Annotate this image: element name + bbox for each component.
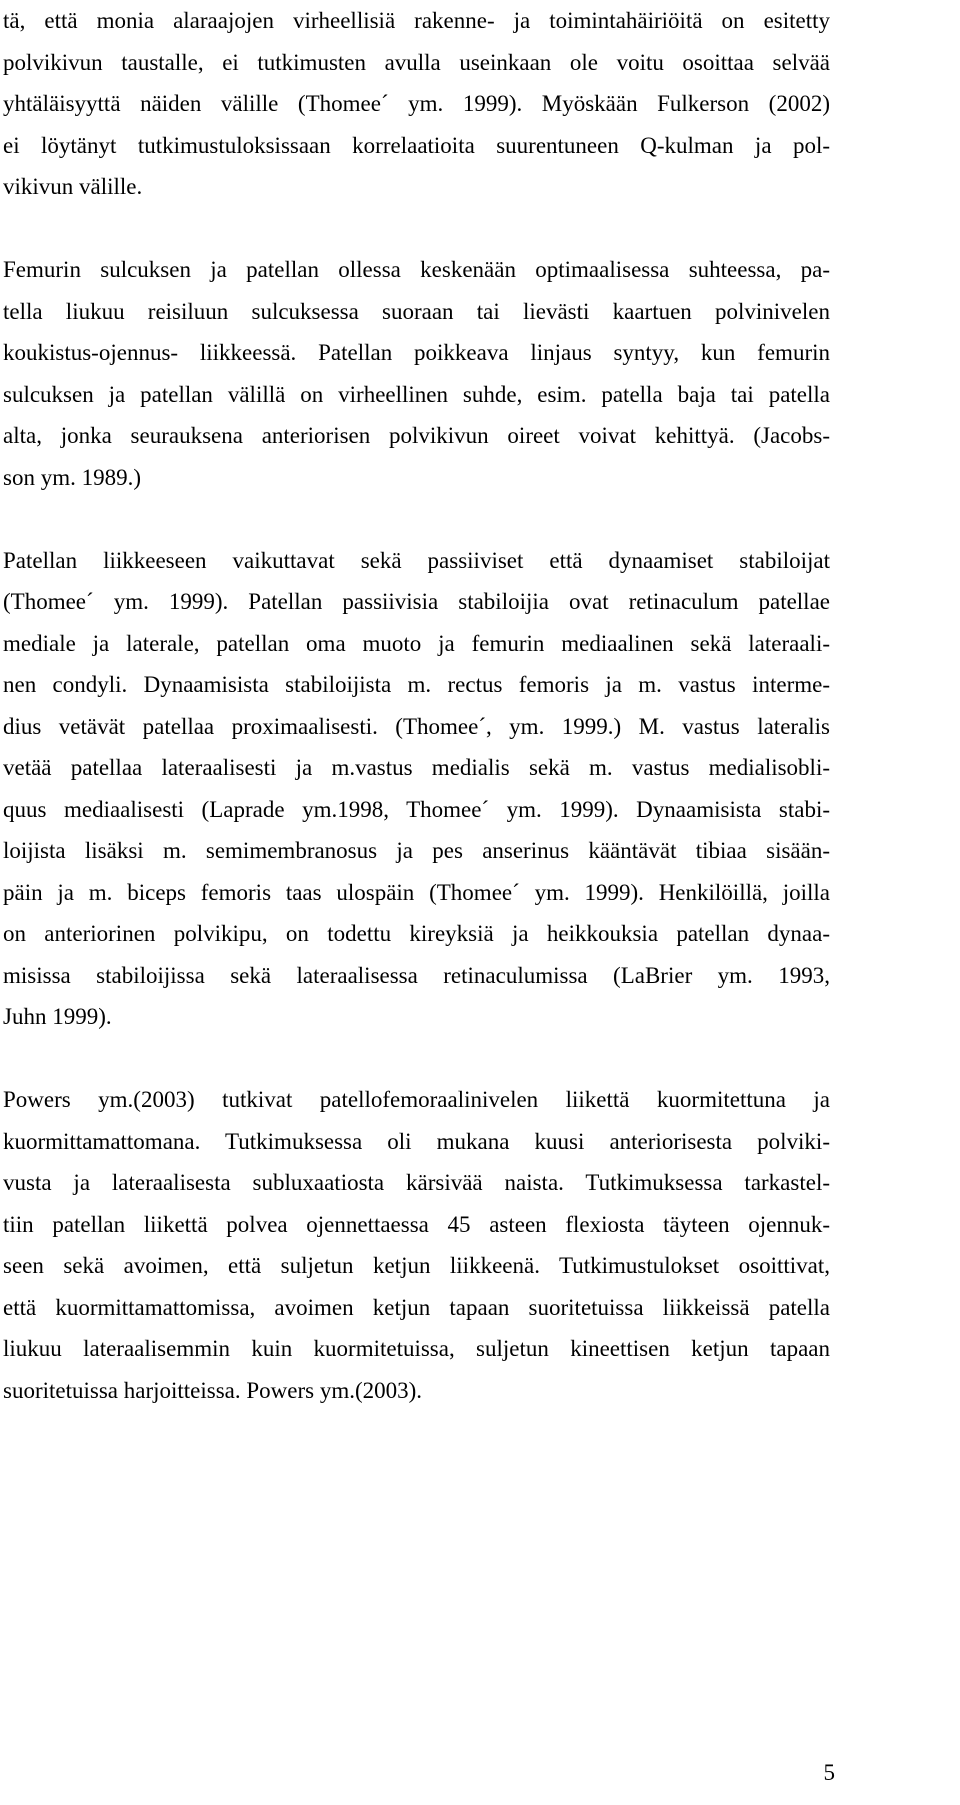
text-line: koukistus-ojennus- liikkeessä. Patellan poikkeava linjaus syntyy, kun femurin [3,340,830,365]
paragraph-spacer [3,498,830,540]
text-line: että kuormittamattomissa, avoimen ketjun tapaan suoritetuissa liikkeissä patella [3,1294,830,1320]
text-line: tä, että monia alaraajojen virheellisiä rakenne- ja toimintahäiriöitä on esitetty [3,8,830,33]
text-line: alta, jonka seurauksena anteriorisen polvikivun oireet voivat kehittyä. (Jacobs- [3,423,830,448]
paragraph-4 [3,1079,830,1411]
paragraph-1 [3,0,830,208]
text-line: vetää patellaa lateraalisesti ja m.vastus medialis sekä m. vastus medialisobli- [3,755,830,780]
text-line: kuormittamattomana. Tutkimuksessa oli mukana kuusi anteriorisesta polviki- [3,1128,830,1154]
text-line: yhtäläisyyttä näiden välille (Thomee´ ym. 1999). Myöskään Fulkerson (2002) [3,91,830,116]
text-line: Juhn 1999). [3,1004,112,1029]
text-line: on anteriorinen polvikipu, on todettu kireyksiä ja heikkouksia patellan dynaa- [3,921,830,946]
text-line: vikivun välille. [3,174,143,199]
text-line: Patellan liikkeeseen vaikuttavat sekä passiiviset että dynaamiset stabiloijat [3,547,830,573]
body-text [3,0,830,1411]
text-line: mediale ja laterale, patellan oma muoto ja femurin mediaalinen sekä lateraali- [3,630,830,656]
text-line: loijista lisäksi m. semimembranosus ja pes anserinus kääntävät tibiaa sisään- [3,838,830,863]
text-line: seen sekä avoimen, että suljetun ketjun liikkeenä. Tutkimustulokset osoittivat, [3,1253,830,1278]
text-line: suoritetuissa harjoitteissa. Powers ym.(2003). [3,1377,423,1403]
page-number: 5 [823,1760,835,1785]
text-line: vusta ja lateraalisesta subluxaatiosta kärsivää naista. Tutkimuksessa tarkastel- [3,1170,830,1195]
paragraph-spacer [3,1038,830,1080]
text-line: tiin patellan liikettä polvea ojennettaessa 45 asteen flexiosta täyteen ojennuk- [3,1211,830,1237]
text-line: Femurin sulcuksen ja patellan ollessa keskenään optimaalisessa suhteessa, pa- [3,257,830,282]
text-line: sulcuksen ja patellan välillä on virheellinen suhde, esim. patella baja tai patella [3,381,830,407]
text-line: son ym. 1989.) [3,464,141,490]
text-line: polvikivun taustalle, ei tutkimusten avulla useinkaan ole voitu osoittaa selvää [3,49,830,75]
text-line: nen condyli. Dynaamisista stabiloijista m. rectus femoris ja m. vastus interme- [3,672,830,697]
text-line: misissa stabiloijissa sekä lateraalisessa retinaculumissa (LaBrier ym. 1993, [3,962,830,988]
paragraph-2 [3,249,830,498]
text-line: quus mediaalisesti (Laprade ym.1998, Thomee´ ym. 1999). Dynaamisista stabi- [3,796,830,822]
paragraph-3 [3,540,830,1038]
paragraph-spacer [3,208,830,250]
text-line: ei löytänyt tutkimustuloksissaan korrelaatioita suurentuneen Q-kulman ja pol- [3,132,830,158]
text-line: dius vetävät patellaa proximaalisesti. (Thomee´, ym. 1999.) M. vastus lateralis [3,713,830,739]
text-line: (Thomee´ ym. 1999). Patellan passiivisia stabiloijia ovat retinaculum patellae [3,589,830,614]
text-line: päin ja m. biceps femoris taas ulospäin (Thomee´ ym. 1999). Henkilöillä, joilla [3,879,830,905]
text-line: liukuu lateraalisemmin kuin kuormitetuissa, suljetun kineettisen ketjun tapaan [3,1336,830,1361]
text-line: tella liukuu reisiluun sulcuksessa suoraan tai lievästi kaartuen polvinivelen [3,298,830,324]
text-line: Powers ym.(2003) tutkivat patellofemoraalinivelen liikettä kuormitettuna ja [3,1087,830,1112]
